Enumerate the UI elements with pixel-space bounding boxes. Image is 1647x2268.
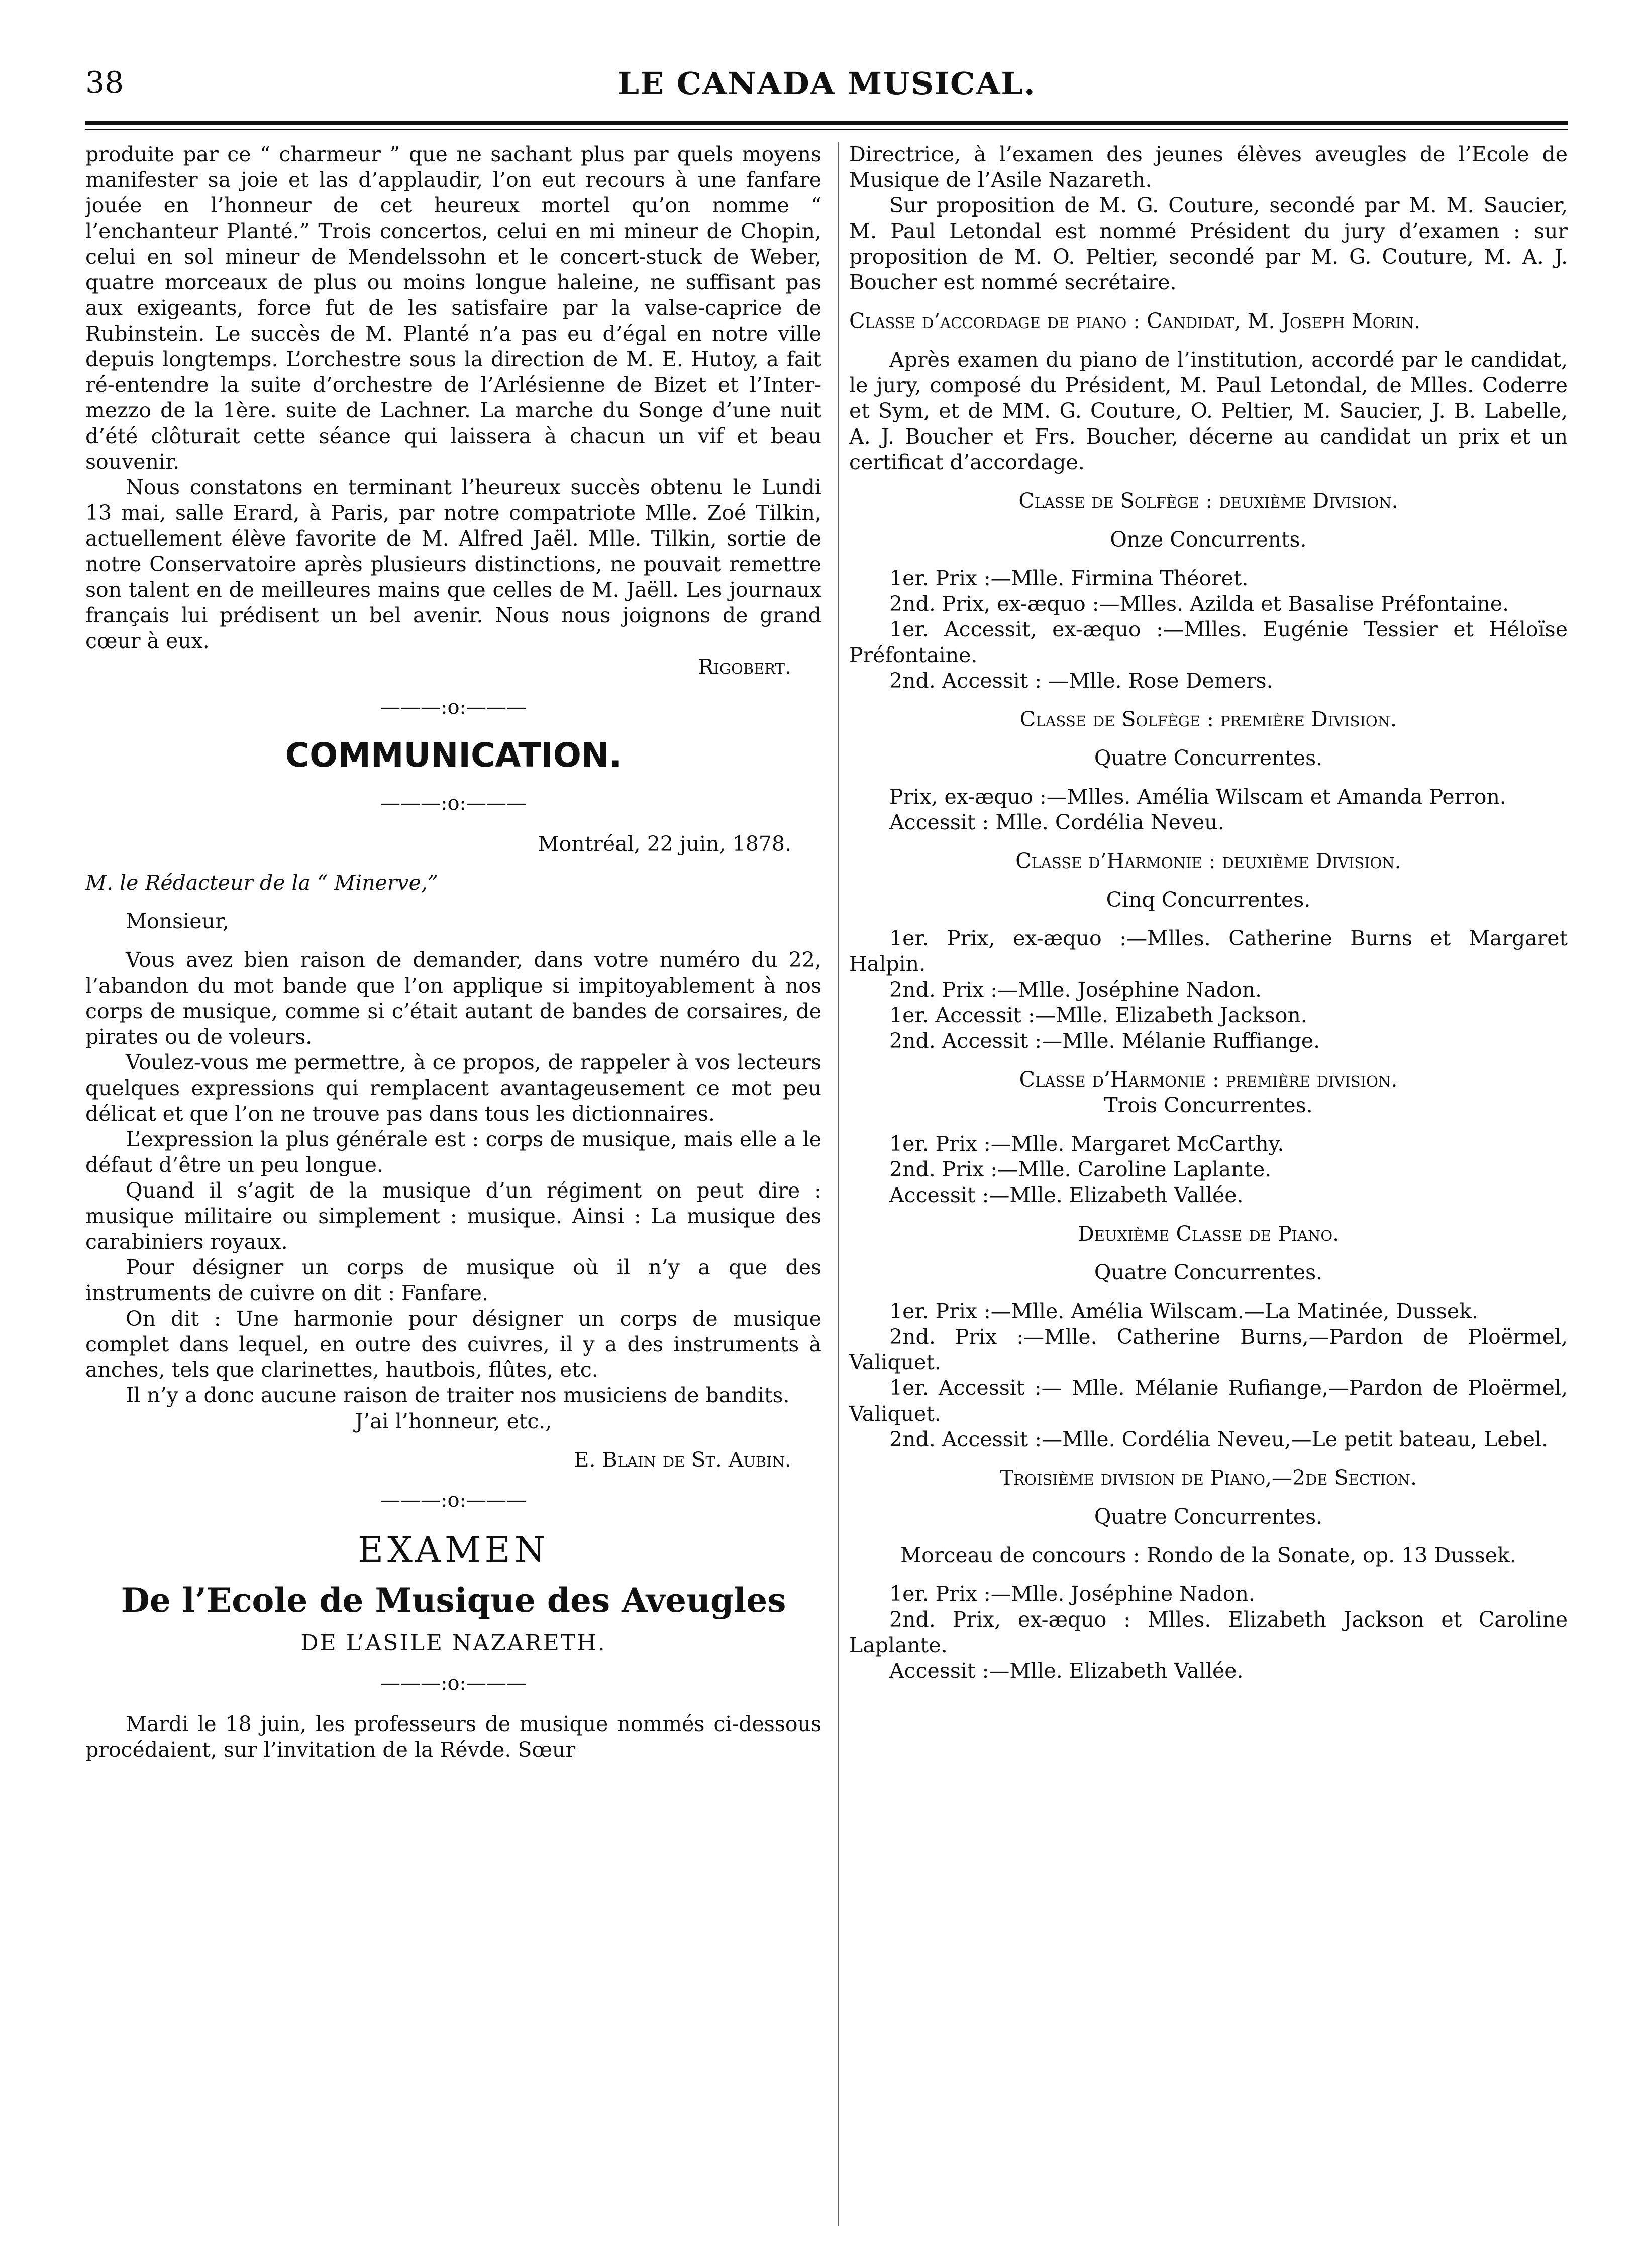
award-line: 1er. Prix, ex-æquo :—Mlles. Catherine Burns et Margaret Halpin. — [849, 926, 1568, 976]
separator: ———:o:——— — [380, 1672, 527, 1695]
award-line: 2nd. Prix :—Mlle. Joséphine Nadon. — [889, 978, 1262, 1002]
paragraph: L’expression la plus générale est : corps de musique, mais elle a le défaut d’être un peu longue. — [85, 1127, 821, 1177]
paragraph: Mardi le 18 juin, les professeurs de musique nommés ci-dessous procédaient, sur l’invitation de la Révde. Sœur — [85, 1712, 821, 1762]
dateline: Montréal, 22 juin, 1878. — [538, 832, 791, 856]
paragraph: Pour désigner un corps de musique où il n’y a que des instruments de cuivre on dit : Fanfare. — [85, 1255, 821, 1305]
page-number: 38 — [85, 65, 124, 100]
closing: J’ai l’honneur, etc., — [355, 1409, 552, 1433]
award-line: 1er. Prix :—Mlle. Firmina Théoret. — [889, 566, 1249, 590]
column-divider — [838, 142, 839, 2226]
page-header — [85, 65, 1568, 111]
paragraph: Il n’y a donc aucune raison de traiter nos musiciens de bandits. — [126, 1383, 790, 1408]
award-line: Accessit : Mlle. Cordélia Neveu. — [889, 810, 1224, 834]
paragraph: Quand il s’agit de la musique d’un régiment on peut dire : musique militaire ou simplement : musique. Ainsi : La musique des carabiniers royaux. — [85, 1178, 821, 1254]
section-heading: COMMUNICATION. — [285, 736, 622, 775]
paragraph: Nous constatons en terminant l’heureux succès obtenu le Lundi 13 mai, salle Erard, à Paris, par notre compatriote Mlle. Zoé Tilkin, actuellement élève favorite de M. Alfred Jaël. Mlle. Tilkin, sortie de notre Conservatoire après plusieurs distinctions, ne pouvait remettre son talent en de meilleures mains que celles de M. Jaëll. Les journaux français lui prédisent un bel avenir. Nous nous joignons de grand cœur à eux. — [85, 475, 821, 653]
separator: ———:o:——— — [380, 792, 527, 815]
award-line: 1er. Accessit :— Mlle. Mélanie Rufiange,—Pardon de Ploërmel, Valiquet. — [849, 1376, 1568, 1426]
competitor-count: Quatre Concurrentes. — [1094, 746, 1323, 770]
award-line: 2nd. Prix, ex-æquo :—Mlles. Azilda et Basalise Préfontaine. — [889, 592, 1509, 616]
paragraph: Sur proposition de M. G. Couture, secondé par M. M. Saucier, M. Paul Letondal est nommé Président du jury d’examen : sur proposition de M. O. Peltier, secondé par M. G. Couture, M. A. J. Boucher est nommé secrétaire. — [849, 193, 1568, 294]
competitor-count: Onze Concurrents. — [1110, 527, 1307, 552]
class-heading: Troisième division de Piano,—2de Section. — [1000, 1466, 1417, 1490]
competitor-count: Quatre Concurrentes. — [1094, 1504, 1323, 1529]
award-line: 2nd. Prix :—Mlle. Caroline Laplante. — [889, 1157, 1272, 1181]
class-heading: Classe de Solfège : deuxième Division. — [1018, 489, 1398, 513]
separator: ———:o:——— — [380, 1489, 527, 1512]
salutation: Monsieur, — [126, 909, 230, 933]
header-rule-thin — [85, 129, 1568, 130]
award-line: Prix, ex-æquo :—Mlles. Amélia Wilscam et Amanda Perron. — [889, 785, 1506, 809]
award-line: 1er. Accessit :—Mlle. Elizabeth Jackson. — [889, 1003, 1307, 1027]
separator: ———:o:——— — [380, 696, 527, 719]
paragraph: Voulez-vous me permettre, à ce propos, de rappeler à vos lecteurs quelques expressions qui remplacent avantageusement ce mot peu délicat et que l’on ne trouve pas dans tous les dictionnaires. — [85, 1050, 821, 1126]
award-line: 2nd. Accessit :—Mlle. Cordélia Neveu,—Le petit bateau, Lebel. — [889, 1427, 1549, 1451]
award-line: 1er. Prix :—Mlle. Amélia Wilscam.—La Matinée, Dussek. — [889, 1299, 1478, 1323]
competitor-count: Cinq Concurrentes. — [1106, 888, 1311, 912]
ecole-heading: De l’Ecole de Musique des Aveugles — [121, 1581, 786, 1620]
signature: Rigobert. — [698, 655, 791, 679]
award-line: 1er. Prix :—Mlle. Margaret McCarthy. — [889, 1132, 1284, 1156]
address-line: M. le Rédacteur de la “ Minerve,” — [85, 871, 438, 895]
class-heading: Classe de Solfège : première Division. — [1019, 707, 1397, 731]
signature: E. Blain de St. Aubin. — [574, 1448, 791, 1472]
award-line: 1er. Prix :—Mlle. Joséphine Nadon. — [889, 1582, 1255, 1606]
paragraph: On dit : Une harmonie pour désigner un corps de musique complet dans lequel, en outre des cuivres, il y a des instruments à anches, tels que clarinettes, hautbois, flûtes, etc. — [85, 1307, 821, 1382]
award-line: Accessit :—Mlle. Elizabeth Vallée. — [889, 1659, 1244, 1683]
award-line: 1er. Accessit, ex-æquo :—Mlles. Eugénie Tessier et Héloïse Préfontaine. — [849, 617, 1568, 667]
award-line: 2nd. Prix :—Mlle. Catherine Burns,—Pardon de Ploërmel, Valiquet. — [849, 1325, 1568, 1374]
left-column — [85, 142, 821, 2251]
award-line: Accessit :—Mlle. Elizabeth Vallée. — [889, 1183, 1244, 1207]
paragraph: Directrice, à l’examen des jeunes élèves aveugles de l’Ecole de Musique de l’Asile Nazareth. — [849, 142, 1568, 192]
examen-heading: EXAMEN — [357, 1529, 549, 1570]
paragraph: Après examen du piano de l’institution, accordé par le candidat, le jury, composé du Président, M. Paul Letondal, de Mlles. Coderre et Sym, et de MM. G. Couture, O. Peltier, M. Saucier, J. B. Labelle, A. J. Boucher et Frs. Boucher, décerne au candidat un prix et un certificat d’accordage. — [849, 348, 1568, 474]
class-heading: Deuxième Classe de Piano. — [1077, 1222, 1340, 1246]
journal-title: LE CANADA MUSICAL. — [617, 65, 1036, 102]
paragraph: produite par ce “ charmeur ” que ne sachant plus par quels moyens manifester sa joie et las d’applaudir, l’on eut recours à une fanfare jouée en l’honneur de cet heureux mortel qu’on nomme “ l’enchanteur Planté.” Trois concertos, celui en mi mineur de Chopin, celui en sol mineur de Mendelssohn et le concert-stuck de Weber, quatre morceaux de plus ou moins longue haleine, ne suffisant pas aux exigeants, force fut de les satisfaire par la valse-caprice de Rubinstein. Le succès de M. Planté n’a pas eu d’égal en notre ville depuis longtemps. L’orchestre sous la direction de M. E. Hutoy, a fait ré-entendre la suite d’orchestre de l’Arlésienne de Bizet et l’Inter-mezzo de la 1ère. suite de Lachner. La marche du Songe d’une nuit d’été clôturait cette séance qui laissera à chacun un vif et beau souvenir. — [85, 142, 821, 474]
class-heading: Classe d’accordage de piano : Candidat, M. Joseph Morin. — [849, 309, 1421, 333]
header-rule-thick — [85, 121, 1568, 125]
piece-line: Morceau de concours : Rondo de la Sonate, op. 13 Dussek. — [900, 1543, 1516, 1567]
paragraph: Vous avez bien raison de demander, dans votre numéro du 22, l’abandon du mot bande que l’on applique si impitoyablement à nos corps de musique, comme si c’était autant de bandes de corsaires, de pirates ou de voleurs. — [85, 948, 821, 1049]
competitor-count: Quatre Concurrentes. — [1094, 1260, 1323, 1284]
award-line: 2nd. Accessit :—Mlle. Mélanie Ruffiange. — [889, 1029, 1320, 1053]
award-line: 2nd. Prix, ex-æquo : Mlles. Elizabeth Jackson et Caroline Laplante. — [849, 1607, 1568, 1657]
competitor-count: Trois Concurrentes. — [1104, 1093, 1313, 1117]
class-heading: Classe d’Harmonie : deuxième Division. — [1015, 849, 1401, 873]
right-column — [849, 142, 1568, 2251]
asile-heading: DE L’ASILE NAZARETH. — [300, 1630, 606, 1656]
award-line: 2nd. Accessit : —Mlle. Rose Demers. — [889, 669, 1273, 693]
class-heading: Classe d’Harmonie : première division. — [1019, 1067, 1398, 1092]
